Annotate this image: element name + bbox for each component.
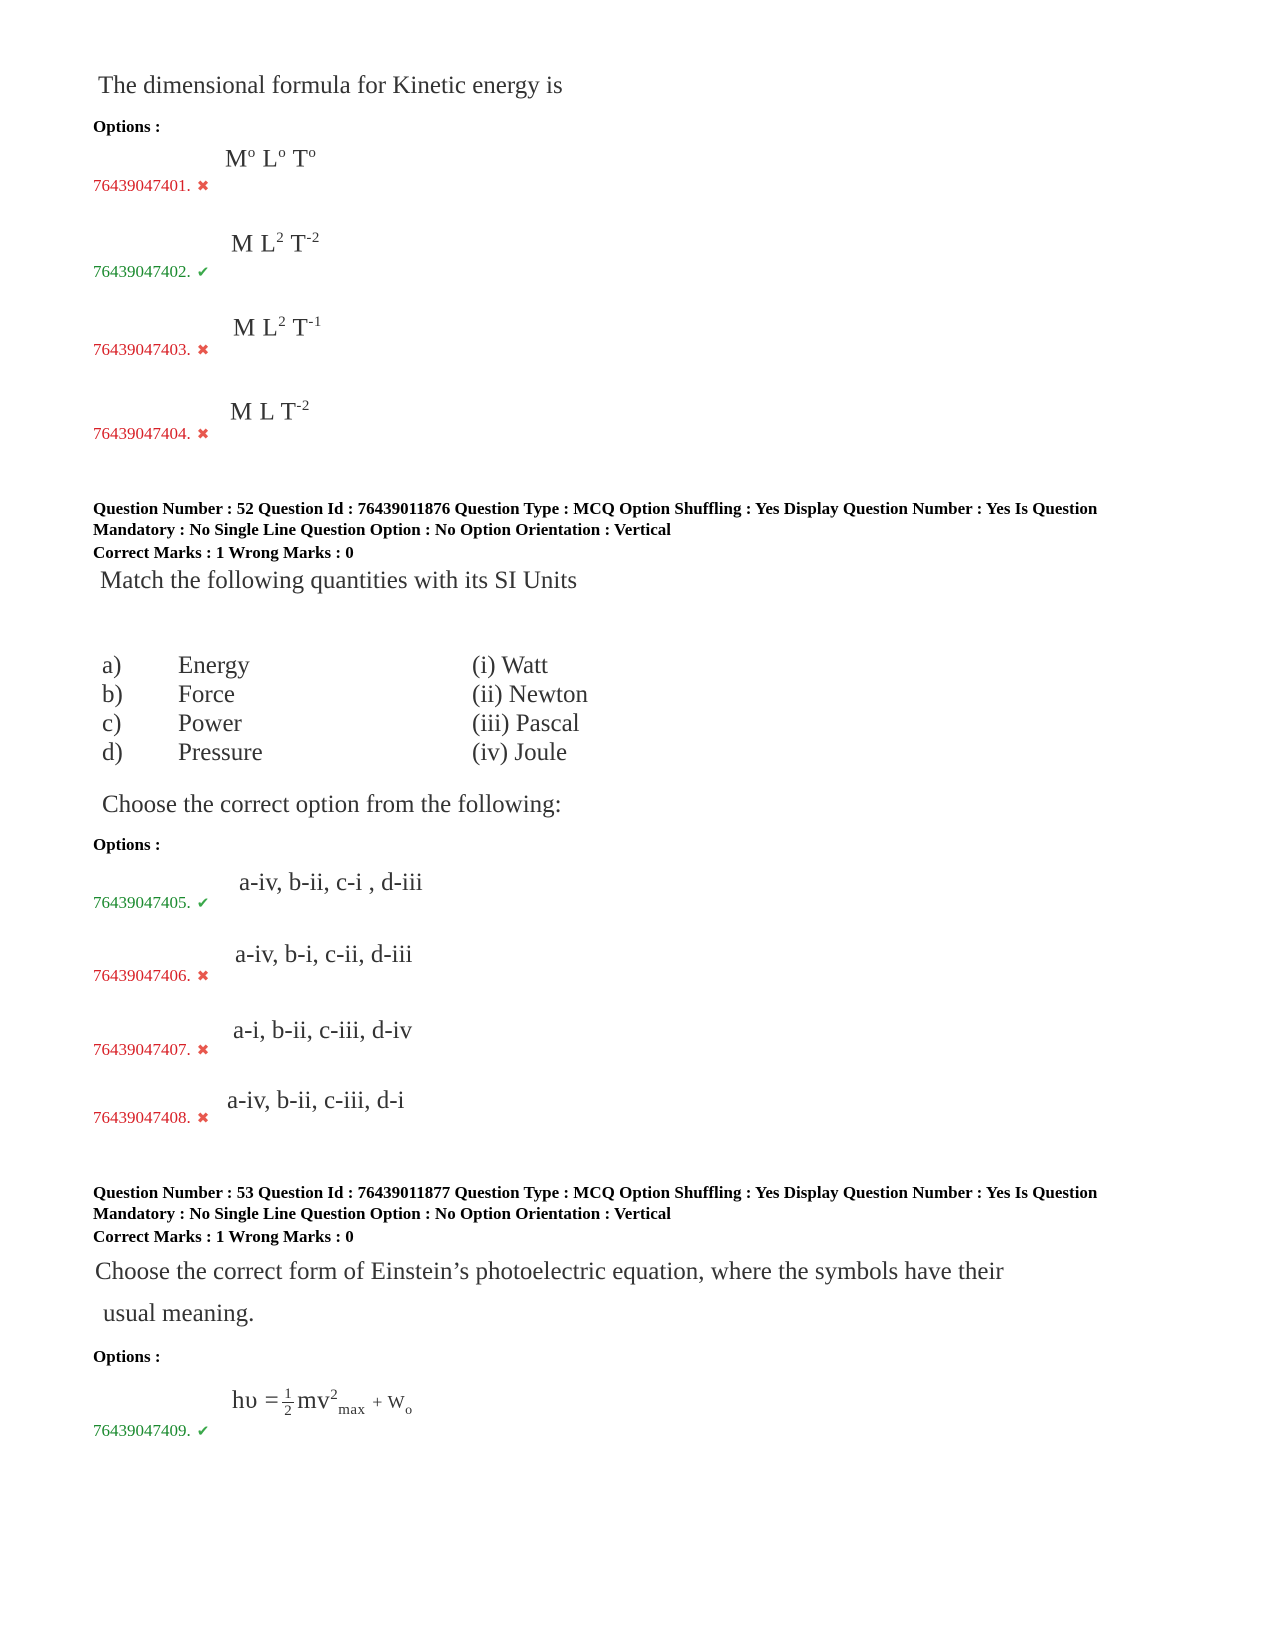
- q53-question-text-line-1: Choose the correct form of Einstein’s photoelectric equation, where the symbols have their: [95, 1258, 1004, 1285]
- formula-exponent: o: [308, 145, 317, 161]
- match-letter: d): [102, 738, 123, 766]
- q52-metadata: [93, 498, 1203, 540]
- option-id: 76439047405.: [93, 893, 191, 912]
- check-icon: ✔: [196, 265, 210, 281]
- formula-exponent: -1: [308, 314, 322, 330]
- formula-base: T: [292, 145, 309, 173]
- match-quantity: Pressure: [178, 738, 263, 766]
- option-id: 76439047406.: [93, 966, 191, 985]
- match-unit: (ii) Newton: [472, 680, 588, 708]
- check-icon: ✔: [196, 1424, 210, 1440]
- match-row: [102, 680, 588, 709]
- formula-exponent: o: [247, 145, 256, 161]
- option-id: 76439047404.: [93, 424, 191, 443]
- match-letter: b): [102, 680, 123, 708]
- q52-option-4-text: a-iv, b-ii, c-iii, d-i: [227, 1087, 405, 1114]
- option-id: 76439047403.: [93, 340, 191, 359]
- match-row: [102, 651, 588, 680]
- option-id: 76439047409.: [93, 1421, 191, 1440]
- cross-icon: ✖: [196, 343, 210, 359]
- q51-option-4-formula: [230, 398, 310, 426]
- q51-option-2-formula: [231, 230, 320, 258]
- match-unit: (i) Watt: [472, 651, 548, 679]
- q52-meta-line-1: Question Number : 52 Question Id : 76439011876 Question Type : MCQ Option Shuffling : Yes Display Question Number : Yes Is Question: [93, 499, 1098, 518]
- equation-lhs: hυ =: [232, 1387, 280, 1415]
- q53-marks: Correct Marks : 1 Wrong Marks : 0: [93, 1227, 354, 1246]
- match-unit: (iv) Joule: [472, 738, 568, 766]
- option-id: 76439047408.: [93, 1108, 191, 1127]
- q52-option-3-text: a-i, b-ii, c-iii, d-iv: [233, 1017, 413, 1044]
- match-quantity: Energy: [178, 651, 250, 679]
- formula-base: M L T: [230, 398, 297, 426]
- formula-base: L: [262, 145, 279, 173]
- equation-exponent: 2: [330, 1386, 339, 1403]
- cross-icon: ✖: [196, 1111, 210, 1127]
- q52-question-text: Match the following quantities with its SI Units: [100, 567, 578, 594]
- q53-meta-line-1: Question Number : 53 Question Id : 76439011877 Question Type : MCQ Option Shuffling : Yes Display Question Number : Yes Is Question: [93, 1183, 1098, 1202]
- cross-icon: ✖: [196, 427, 210, 443]
- q52-option-2-text: a-iv, b-i, c-ii, d-iii: [235, 941, 413, 968]
- cross-icon: ✖: [196, 969, 210, 985]
- half-fraction: $\frac{1}{2}$: [284, 1386, 293, 1419]
- formula-base: M: [225, 145, 248, 173]
- formula-exponent: -2: [306, 230, 320, 246]
- match-unit: (iii) Pascal: [472, 709, 580, 737]
- formula-base: T: [284, 230, 307, 258]
- q52-marks: Correct Marks : 1 Wrong Marks : 0: [93, 543, 354, 562]
- q51-option-1-formula: [225, 145, 316, 173]
- formula-exponent: o: [278, 145, 287, 161]
- equation-term: mv: [297, 1387, 331, 1415]
- formula-base: T: [286, 314, 309, 342]
- option-id: 76439047407.: [93, 1040, 191, 1059]
- q53-option-1[interactable]: [93, 1421, 209, 1441]
- check-icon: ✔: [196, 896, 210, 912]
- q53-question-text-line-2: usual meaning.: [103, 1300, 255, 1327]
- match-quantity: Power: [178, 709, 242, 737]
- formula-exponent: 2: [276, 230, 285, 246]
- cross-icon: ✖: [196, 179, 210, 195]
- cross-icon: ✖: [196, 1043, 210, 1059]
- equation-tail: + W: [372, 1392, 406, 1413]
- q52-options-label: Options :: [93, 835, 161, 854]
- q51-option-3[interactable]: [93, 340, 209, 360]
- q52-option-1[interactable]: [93, 893, 209, 913]
- formula-base: M L: [233, 314, 279, 342]
- match-letter: a): [102, 651, 122, 679]
- q51-option-3-formula: [233, 314, 322, 342]
- match-quantity: Force: [178, 680, 235, 708]
- q51-options-label: Options :: [93, 117, 161, 136]
- q51-question-text: The dimensional formula for Kinetic energy is: [98, 72, 563, 99]
- equation-tail-subscript: o: [405, 1403, 413, 1419]
- q52-option-1-text: a-iv, b-ii, c-i , d-iii: [239, 869, 423, 896]
- q52-match-table: [102, 651, 588, 767]
- option-id: 76439047402.: [93, 262, 191, 281]
- equation-subscript: max: [338, 1402, 366, 1419]
- q52-option-4[interactable]: [93, 1108, 209, 1128]
- q53-metadata: [93, 1182, 1203, 1224]
- q51-option-4[interactable]: [93, 424, 209, 444]
- match-row: [102, 738, 588, 767]
- option-id: 76439047401.: [93, 176, 191, 195]
- match-row: [102, 709, 588, 738]
- formula-exponent: 2: [278, 314, 287, 330]
- q53-meta-line-2: Mandatory : No Single Line Question Option : No Option Orientation : Vertical: [93, 1204, 672, 1223]
- formula-exponent: -2: [296, 398, 310, 414]
- formula-base: M L: [231, 230, 277, 258]
- q51-option-1[interactable]: [93, 176, 209, 196]
- q53-option-1-equation: [232, 1386, 413, 1419]
- q51-option-2[interactable]: [93, 262, 209, 282]
- match-letter: c): [102, 709, 122, 737]
- q52-choose-text: Choose the correct option from the following:: [102, 791, 562, 818]
- q52-option-2[interactable]: [93, 966, 209, 986]
- q52-option-3[interactable]: [93, 1040, 209, 1060]
- q52-meta-line-2: Mandatory : No Single Line Question Option : No Option Orientation : Vertical: [93, 520, 672, 539]
- q53-options-label: Options :: [93, 1347, 161, 1366]
